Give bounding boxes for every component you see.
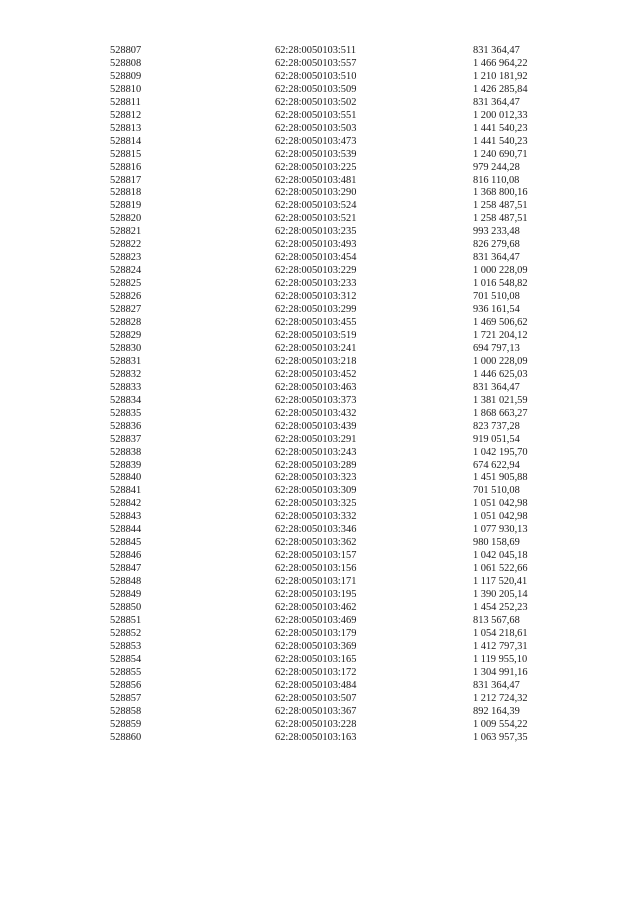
row-id-cell: 528832: [110, 368, 142, 380]
cadastral-number-cell: 62:28:0050103:346: [275, 524, 357, 536]
row-id-cell: 528840: [110, 472, 142, 484]
cadastral-number-cell: 62:28:0050103:157: [275, 550, 357, 562]
cadastral-number-cell: 62:28:0050103:557: [275, 57, 357, 69]
value-cell: 1 868 663,27: [473, 407, 528, 419]
table-row: [110, 641, 583, 654]
row-id-cell: 528839: [110, 459, 142, 471]
row-id-cell: 528821: [110, 226, 142, 238]
table-row: [110, 304, 583, 317]
cadastral-number-cell: 62:28:0050103:507: [275, 692, 357, 704]
value-cell: 1 258 487,51: [473, 213, 528, 225]
value-cell: 1 016 548,82: [473, 278, 528, 290]
cadastral-number-cell: 62:28:0050103:373: [275, 394, 357, 406]
cadastral-number-cell: 62:28:0050103:229: [275, 265, 357, 277]
cadastral-number-cell: 62:28:0050103:367: [275, 705, 357, 717]
cadastral-number-cell: 62:28:0050103:502: [275, 96, 357, 108]
table-row: [110, 265, 583, 278]
value-cell: 1 426 285,84: [473, 83, 528, 95]
value-cell: 1 051 042,98: [473, 498, 528, 510]
table-row: [110, 550, 583, 563]
row-id-cell: 528823: [110, 252, 142, 264]
row-id-cell: 528845: [110, 537, 142, 549]
cadastral-number-cell: 62:28:0050103:299: [275, 304, 357, 316]
row-id-cell: 528830: [110, 342, 142, 354]
table-row: [110, 472, 583, 485]
cadastral-number-cell: 62:28:0050103:521: [275, 213, 357, 225]
table-row: [110, 58, 583, 71]
value-cell: 816 110,08: [473, 174, 520, 186]
value-cell: 694 797,13: [473, 342, 520, 354]
value-cell: 813 567,68: [473, 614, 520, 626]
cadastral-number-cell: 62:28:0050103:524: [275, 200, 357, 212]
table-row: [110, 162, 583, 175]
cadastral-number-cell: 62:28:0050103:228: [275, 718, 357, 730]
value-cell: 1 240 690,71: [473, 148, 528, 160]
row-id-cell: 528814: [110, 135, 142, 147]
row-id-cell: 528836: [110, 420, 142, 432]
cadastral-number-cell: 62:28:0050103:551: [275, 109, 357, 121]
cadastral-number-cell: 62:28:0050103:165: [275, 653, 357, 665]
row-id-cell: 528824: [110, 265, 142, 277]
table-row: [110, 200, 583, 213]
table-row: [110, 395, 583, 408]
row-id-cell: 528807: [110, 45, 142, 56]
value-cell: 1 469 506,62: [473, 317, 528, 329]
cadastral-number-cell: 62:28:0050103:493: [275, 239, 357, 251]
value-cell: 1 451 905,88: [473, 472, 528, 484]
value-cell: 1 368 800,16: [473, 187, 528, 199]
row-id-cell: 528838: [110, 446, 142, 458]
table-row: [110, 447, 583, 460]
table-row: [110, 291, 583, 304]
table-row: [110, 602, 583, 615]
row-id-cell: 528837: [110, 433, 142, 445]
table-row: [110, 693, 583, 706]
row-id-cell: 528810: [110, 83, 142, 95]
table-row: [110, 369, 583, 382]
value-cell: 1 051 042,98: [473, 511, 528, 523]
table-row: [110, 84, 583, 97]
value-cell: 1 258 487,51: [473, 200, 528, 212]
row-id-cell: 528848: [110, 576, 142, 588]
cadastral-number-cell: 62:28:0050103:172: [275, 666, 357, 678]
row-id-cell: 528816: [110, 161, 142, 173]
value-cell: 1 381 021,59: [473, 394, 528, 406]
row-id-cell: 528819: [110, 200, 142, 212]
row-id-cell: 528851: [110, 614, 142, 626]
cadastral-number-cell: 62:28:0050103:195: [275, 589, 357, 601]
table-row: [110, 239, 583, 252]
value-cell: 1 063 957,35: [473, 731, 528, 743]
row-id-cell: 528847: [110, 563, 142, 575]
row-id-cell: 528808: [110, 57, 142, 69]
value-cell: 831 364,47: [473, 252, 520, 264]
cadastral-number-cell: 62:28:0050103:519: [275, 329, 357, 341]
table-row: [110, 356, 583, 369]
cadastral-value-table: [110, 45, 583, 744]
value-cell: 980 158,69: [473, 537, 520, 549]
value-cell: 701 510,08: [473, 291, 520, 303]
row-id-cell: 528856: [110, 679, 142, 691]
table-row: [110, 421, 583, 434]
cadastral-number-cell: 62:28:0050103:484: [275, 679, 357, 691]
cadastral-number-cell: 62:28:0050103:481: [275, 174, 357, 186]
row-id-cell: 528826: [110, 291, 142, 303]
cadastral-number-cell: 62:28:0050103:243: [275, 446, 357, 458]
row-id-cell: 528825: [110, 278, 142, 290]
cadastral-number-cell: 62:28:0050103:291: [275, 433, 357, 445]
table-row: [110, 123, 583, 136]
row-id-cell: 528833: [110, 381, 142, 393]
value-cell: 1 441 540,23: [473, 135, 528, 147]
row-id-cell: 528850: [110, 601, 142, 613]
table-row: [110, 706, 583, 719]
row-id-cell: 528829: [110, 329, 142, 341]
table-row: [110, 71, 583, 84]
table-row: [110, 382, 583, 395]
row-id-cell: 528849: [110, 589, 142, 601]
cadastral-number-cell: 62:28:0050103:309: [275, 485, 357, 497]
table-body: [110, 45, 583, 744]
row-id-cell: 528811: [110, 96, 141, 108]
row-id-cell: 528834: [110, 394, 142, 406]
value-cell: 831 364,47: [473, 679, 520, 691]
cadastral-number-cell: 62:28:0050103:289: [275, 459, 357, 471]
value-cell: 1 077 930,13: [473, 524, 528, 536]
row-id-cell: 528846: [110, 550, 142, 562]
value-cell: 831 364,47: [473, 45, 520, 56]
table-row: [110, 343, 583, 356]
row-id-cell: 528841: [110, 485, 142, 497]
cadastral-number-cell: 62:28:0050103:455: [275, 317, 357, 329]
cadastral-number-cell: 62:28:0050103:369: [275, 640, 357, 652]
value-cell: 1 054 218,61: [473, 627, 528, 639]
cadastral-number-cell: 62:28:0050103:511: [275, 45, 357, 56]
value-cell: 979 244,28: [473, 161, 520, 173]
cadastral-number-cell: 62:28:0050103:233: [275, 278, 357, 290]
value-cell: 1 000 228,09: [473, 265, 528, 277]
value-cell: 826 279,68: [473, 239, 520, 251]
table-row: [110, 460, 583, 473]
cadastral-number-cell: 62:28:0050103:290: [275, 187, 357, 199]
table-row: [110, 498, 583, 511]
table-row: [110, 628, 583, 641]
table-row: [110, 576, 583, 589]
table-row: [110, 719, 583, 732]
cadastral-number-cell: 62:28:0050103:503: [275, 122, 357, 134]
row-id-cell: 528857: [110, 692, 142, 704]
row-id-cell: 528809: [110, 70, 142, 82]
cadastral-number-cell: 62:28:0050103:454: [275, 252, 357, 264]
value-cell: 1 304 991,16: [473, 666, 528, 678]
table-row: [110, 226, 583, 239]
table-row: [110, 175, 583, 188]
cadastral-number-cell: 62:28:0050103:156: [275, 563, 357, 575]
row-id-cell: 528822: [110, 239, 142, 251]
cadastral-number-cell: 62:28:0050103:510: [275, 70, 357, 82]
cadastral-number-cell: 62:28:0050103:539: [275, 148, 357, 160]
row-id-cell: 528835: [110, 407, 142, 419]
cadastral-number-cell: 62:28:0050103:323: [275, 472, 357, 484]
value-cell: 892 164,39: [473, 705, 520, 717]
value-cell: 993 233,48: [473, 226, 520, 238]
cadastral-number-cell: 62:28:0050103:312: [275, 291, 357, 303]
cadastral-number-cell: 62:28:0050103:362: [275, 537, 357, 549]
value-cell: 936 161,54: [473, 304, 520, 316]
row-id-cell: 528812: [110, 109, 142, 121]
value-cell: 1 119 955,10: [473, 653, 528, 665]
table-row: [110, 110, 583, 123]
table-row: [110, 485, 583, 498]
row-id-cell: 528842: [110, 498, 142, 510]
table-row: [110, 732, 583, 745]
value-cell: 1 721 204,12: [473, 329, 528, 341]
value-cell: 1 042 195,70: [473, 446, 528, 458]
value-cell: 831 364,47: [473, 96, 520, 108]
value-cell: 1 210 181,92: [473, 70, 528, 82]
row-id-cell: 528855: [110, 666, 142, 678]
table-row: [110, 563, 583, 576]
value-cell: 823 737,28: [473, 420, 520, 432]
row-id-cell: 528815: [110, 148, 142, 160]
cadastral-number-cell: 62:28:0050103:463: [275, 381, 357, 393]
row-id-cell: 528817: [110, 174, 142, 186]
cadastral-number-cell: 62:28:0050103:469: [275, 614, 357, 626]
row-id-cell: 528827: [110, 304, 142, 316]
row-id-cell: 528844: [110, 524, 142, 536]
value-cell: 701 510,08: [473, 485, 520, 497]
value-cell: 1 212 724,32: [473, 692, 528, 704]
table-row: [110, 654, 583, 667]
table-row: [110, 136, 583, 149]
row-id-cell: 528853: [110, 640, 142, 652]
row-id-cell: 528828: [110, 317, 142, 329]
table-row: [110, 434, 583, 447]
table-row: [110, 317, 583, 330]
value-cell: 1 441 540,23: [473, 122, 528, 134]
table-row: [110, 330, 583, 343]
row-id-cell: 528843: [110, 511, 142, 523]
value-cell: 1 117 520,41: [473, 576, 528, 588]
value-cell: 919 051,54: [473, 433, 520, 445]
row-id-cell: 528818: [110, 187, 142, 199]
cadastral-number-cell: 62:28:0050103:439: [275, 420, 357, 432]
row-id-cell: 528820: [110, 213, 142, 225]
table-row: [110, 511, 583, 524]
table-row: [110, 524, 583, 537]
value-cell: 1 200 012,33: [473, 109, 528, 121]
row-id-cell: 528858: [110, 705, 142, 717]
table-row: [110, 615, 583, 628]
cadastral-number-cell: 62:28:0050103:332: [275, 511, 357, 523]
table-row: [110, 252, 583, 265]
value-cell: 1 412 797,31: [473, 640, 528, 652]
cadastral-number-cell: 62:28:0050103:473: [275, 135, 357, 147]
table-row: [110, 213, 583, 226]
cadastral-number-cell: 62:28:0050103:179: [275, 627, 357, 639]
row-id-cell: 528860: [110, 731, 142, 743]
value-cell: 1 000 228,09: [473, 355, 528, 367]
table-row: [110, 589, 583, 602]
value-cell: 1 009 554,22: [473, 718, 528, 730]
cadastral-number-cell: 62:28:0050103:171: [275, 576, 357, 588]
cadastral-number-cell: 62:28:0050103:432: [275, 407, 357, 419]
table-row: [110, 187, 583, 200]
value-cell: 1 454 252,23: [473, 601, 528, 613]
value-cell: 674 622,94: [473, 459, 520, 471]
row-id-cell: 528813: [110, 122, 142, 134]
cadastral-number-cell: 62:28:0050103:509: [275, 83, 357, 95]
value-cell: 1 061 522,66: [473, 563, 528, 575]
row-id-cell: 528854: [110, 653, 142, 665]
table-row: [110, 680, 583, 693]
table-row: [110, 149, 583, 162]
row-id-cell: 528859: [110, 718, 142, 730]
value-cell: 1 390 205,14: [473, 589, 528, 601]
table-row: [110, 408, 583, 421]
row-id-cell: 528852: [110, 627, 142, 639]
cadastral-number-cell: 62:28:0050103:325: [275, 498, 357, 510]
value-cell: 831 364,47: [473, 381, 520, 393]
table-row: [110, 278, 583, 291]
value-cell: 1 042 045,18: [473, 550, 528, 562]
cadastral-number-cell: 62:28:0050103:241: [275, 342, 357, 354]
table-row: [110, 537, 583, 550]
cadastral-number-cell: 62:28:0050103:452: [275, 368, 357, 380]
cadastral-number-cell: 62:28:0050103:235: [275, 226, 357, 238]
cadastral-number-cell: 62:28:0050103:163: [275, 731, 357, 743]
row-id-cell: 528831: [110, 355, 142, 367]
cadastral-number-cell: 62:28:0050103:225: [275, 161, 357, 173]
table-row: [110, 97, 583, 110]
table-row: [110, 667, 583, 680]
value-cell: 1 446 625,03: [473, 368, 528, 380]
table-row: [110, 45, 583, 58]
cadastral-number-cell: 62:28:0050103:462: [275, 601, 357, 613]
value-cell: 1 466 964,22: [473, 57, 528, 69]
cadastral-number-cell: 62:28:0050103:218: [275, 355, 357, 367]
